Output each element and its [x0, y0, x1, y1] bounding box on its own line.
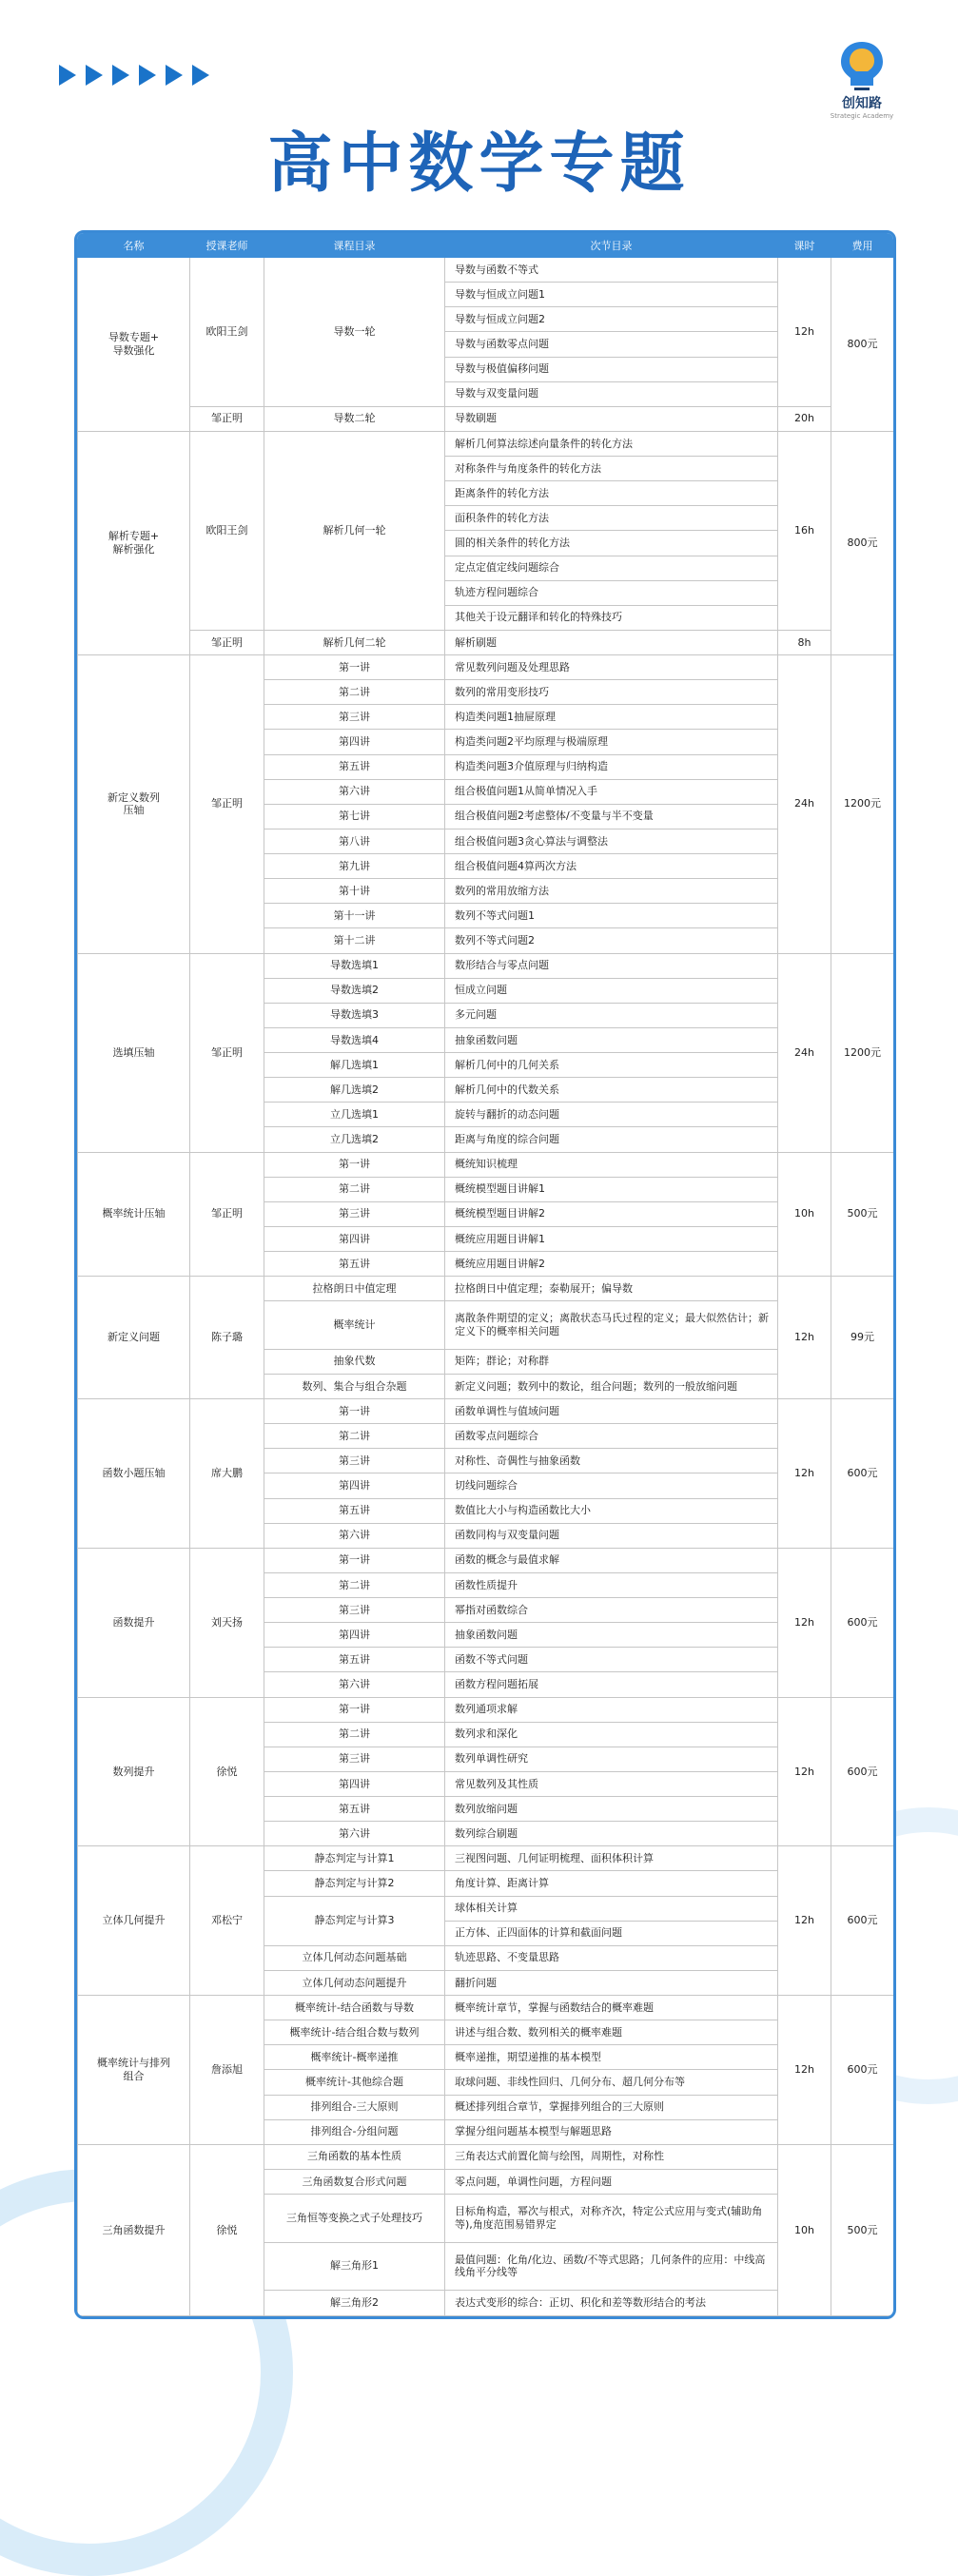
- section-name: 对称性、奇偶性与抽象函数: [445, 1449, 778, 1473]
- course-fee: 600元: [831, 1548, 894, 1697]
- course-name: 概率统计: [264, 1301, 445, 1350]
- course-hours: 12h: [778, 258, 831, 407]
- teacher-name: 欧阳王剑: [190, 431, 264, 630]
- section-name: 函数零点问题综合: [445, 1424, 778, 1449]
- course-name: 第一讲: [264, 1399, 445, 1424]
- course-group-name: 新定义数列 压轴: [78, 655, 190, 954]
- course-name: 第六讲: [264, 1523, 445, 1548]
- course-name: 概率统计-结合函数与导数: [264, 1996, 445, 2020]
- section-name: 函数性质提升: [445, 1572, 778, 1597]
- section-name: 数值比大小与构造函数比大小: [445, 1498, 778, 1523]
- table-row: [78, 1152, 894, 1177]
- section-name: 角度计算、距离计算: [445, 1871, 778, 1896]
- course-name: 第六讲: [264, 1672, 445, 1697]
- section-name: 圆的相关条件的转化方法: [445, 531, 778, 556]
- arrow-icon: [112, 65, 129, 86]
- course-name: 静态判定与计算2: [264, 1871, 445, 1896]
- course-name: 第一讲: [264, 655, 445, 680]
- course-name: 第二讲: [264, 680, 445, 705]
- header-course: 课程目录: [264, 234, 445, 258]
- course-name: 三角函数的基本性质: [264, 2144, 445, 2169]
- course-name: 第十一讲: [264, 904, 445, 928]
- course-hours: 12h: [778, 1399, 831, 1549]
- teacher-name: 徐悦: [190, 2144, 264, 2315]
- course-name: 概率统计-结合组合数与数列: [264, 2020, 445, 2045]
- section-name: 数形结合与零点问题: [445, 953, 778, 978]
- section-name: 距离与角度的综合问题: [445, 1127, 778, 1152]
- section-name: 解析几何中的代数关系: [445, 1078, 778, 1103]
- course-name: 第五讲: [264, 1252, 445, 1277]
- section-name: 最值问题：化角/化边、函数/不等式思路；几何条件的应用：中线高线角平分线等: [445, 2242, 778, 2291]
- section-name: 构造类问题1抽屉原理: [445, 705, 778, 730]
- course-name: 解几选填2: [264, 1078, 445, 1103]
- section-name: 概述排列组合章节，掌握排列组合的三大原则: [445, 2095, 778, 2119]
- course-group-name: 选填压轴: [78, 953, 190, 1152]
- course-name: 第四讲: [264, 1623, 445, 1648]
- course-hours: 24h: [778, 655, 831, 954]
- section-name: 导数与函数不等式: [445, 258, 778, 283]
- course-hours: 10h: [778, 1152, 831, 1277]
- section-name: 数列不等式问题1: [445, 904, 778, 928]
- course-name: 第二讲: [264, 1572, 445, 1597]
- section-name: 掌握分组问题基本模型与解题思路: [445, 2119, 778, 2144]
- course-name: 解析几何一轮: [264, 431, 445, 630]
- section-name: 旋转与翻折的动态问题: [445, 1103, 778, 1127]
- course-hours: 12h: [778, 1846, 831, 1996]
- section-name: 概统应用题目讲解2: [445, 1252, 778, 1277]
- course-name: 第二讲: [264, 1424, 445, 1449]
- course-hours: 12h: [778, 1548, 831, 1697]
- course-name: 解几选填1: [264, 1053, 445, 1078]
- section-name: 组合极值问题3贪心算法与调整法: [445, 829, 778, 853]
- course-name: 第三讲: [264, 705, 445, 730]
- table-row: [78, 953, 894, 978]
- section-name: 定点定值定线问题综合: [445, 556, 778, 580]
- course-name: 解析几何二轮: [264, 630, 445, 654]
- course-group-name: 导数专题+ 导数强化: [78, 258, 190, 432]
- course-name: 概率统计-其他综合题: [264, 2070, 445, 2095]
- section-name: 解析几何算法综述向量条件的转化方法: [445, 431, 778, 456]
- course-group-name: 概率统计与排列 组合: [78, 1996, 190, 2145]
- section-name: 数列的常用变形技巧: [445, 680, 778, 705]
- course-name: 第一讲: [264, 1697, 445, 1722]
- teacher-name: 邹正明: [190, 953, 264, 1152]
- course-name: 第十讲: [264, 879, 445, 904]
- course-fee: 500元: [831, 2144, 894, 2315]
- section-name: 零点问题，单调性问题，方程问题: [445, 2169, 778, 2194]
- course-name: 第五讲: [264, 1648, 445, 1672]
- header-hours: 课时: [778, 234, 831, 258]
- section-name: 抽象函数问题: [445, 1027, 778, 1052]
- section-name: 构造类问题3介值原理与归纳构造: [445, 754, 778, 779]
- section-name: 距离条件的转化方法: [445, 481, 778, 506]
- arrow-decoration: [59, 65, 209, 86]
- course-fee: 500元: [831, 1152, 894, 1277]
- arrow-icon: [192, 65, 209, 86]
- section-name: 数列通项求解: [445, 1697, 778, 1722]
- section-name: 多元问题: [445, 1003, 778, 1027]
- section-name: 组合极值问题1从简单情况入手: [445, 779, 778, 804]
- section-name: 函数方程问题拓展: [445, 1672, 778, 1697]
- course-fee: 800元: [831, 431, 894, 654]
- course-name: 第七讲: [264, 804, 445, 829]
- course-name: 立体几何动态问题基础: [264, 1945, 445, 1970]
- course-hours: 24h: [778, 953, 831, 1152]
- course-name: 第一讲: [264, 1548, 445, 1572]
- section-name: 拉格朗日中值定理；泰勒展开；偏导数: [445, 1277, 778, 1301]
- course-name: 第一讲: [264, 1152, 445, 1177]
- course-group-name: 数列提升: [78, 1697, 190, 1846]
- section-name: 组合极值问题2考虑整体/不变量与半不变量: [445, 804, 778, 829]
- course-name: 导数一轮: [264, 258, 445, 407]
- course-name: 解三角形1: [264, 2242, 445, 2291]
- section-name: 三视图问题、几何证明梳理、面积体积计算: [445, 1846, 778, 1871]
- table-row: [78, 1846, 894, 1871]
- page-title: 高中数学专题: [267, 127, 691, 202]
- section-name: 目标角构造，幂次与根式，对称齐次，特定公式应用与变式(辅助角等),角度范围易错界定: [445, 2195, 778, 2243]
- section-name: 函数单调性与值域问题: [445, 1399, 778, 1424]
- course-name: 第三讲: [264, 1449, 445, 1473]
- section-name: 抽象函数问题: [445, 1623, 778, 1648]
- course-name: 抽象代数: [264, 1349, 445, 1374]
- lightbulb-brain-icon: [835, 38, 889, 91]
- table-body: [78, 258, 894, 2316]
- table-row: [78, 258, 894, 283]
- course-fee: 600元: [831, 1846, 894, 1996]
- course-name: 第三讲: [264, 1598, 445, 1623]
- course-name: 数列、集合与组合杂题: [264, 1374, 445, 1398]
- section-name: 矩阵；群论；对称群: [445, 1349, 778, 1374]
- course-name: 静态判定与计算1: [264, 1846, 445, 1871]
- arrow-icon: [139, 65, 156, 86]
- section-name: 表达式变形的综合：正切、积化和差等数形结合的考法: [445, 2291, 778, 2316]
- section-name: 导数刷题: [445, 406, 778, 431]
- course-name: 静态判定与计算3: [264, 1896, 445, 1945]
- course-name: 第四讲: [264, 1771, 445, 1796]
- course-name: 三角函数复合形式问题: [264, 2169, 445, 2194]
- section-name: 导数与恒成立问题2: [445, 307, 778, 332]
- course-hours: 20h: [778, 406, 831, 431]
- course-group-name: 概率统计压轴: [78, 1152, 190, 1277]
- section-name: 切线问题综合: [445, 1473, 778, 1498]
- header-section: 次节目录: [445, 234, 778, 258]
- course-name: 导数二轮: [264, 406, 445, 431]
- brand-logo: [824, 38, 900, 120]
- section-name: 面积条件的转化方法: [445, 506, 778, 531]
- course-hours: 10h: [778, 2144, 831, 2315]
- table-row: [78, 406, 894, 431]
- course-name: 第三讲: [264, 1201, 445, 1226]
- table-row: [78, 1277, 894, 1301]
- arrow-icon: [59, 65, 76, 86]
- course-name: 导数选填4: [264, 1027, 445, 1052]
- section-name: 幂指对函数综合: [445, 1598, 778, 1623]
- section-name: 概率统计章节，掌握与函数结合的概率难题: [445, 1996, 778, 2020]
- course-group-name: 三角函数提升: [78, 2144, 190, 2315]
- logo-subtitle: Strategic Academy: [830, 112, 894, 120]
- course-name: 排列组合-分组问题: [264, 2119, 445, 2144]
- course-hours: 12h: [778, 1277, 831, 1399]
- section-name: 数列综合刷题: [445, 1822, 778, 1846]
- section-name: 数列单调性研究: [445, 1747, 778, 1771]
- teacher-name: 邹正明: [190, 406, 264, 431]
- course-name: 拉格朗日中值定理: [264, 1277, 445, 1301]
- section-name: 导数与极值偏移问题: [445, 357, 778, 381]
- teacher-name: 邹正明: [190, 630, 264, 654]
- section-name: 概统模型题目讲解2: [445, 1201, 778, 1226]
- course-group-name: 函数提升: [78, 1548, 190, 1697]
- table-row: [78, 655, 894, 680]
- course-hours: 8h: [778, 630, 831, 654]
- section-name: 概统应用题目讲解1: [445, 1226, 778, 1251]
- course-name: 第八讲: [264, 829, 445, 853]
- course-name: 第六讲: [264, 1822, 445, 1846]
- teacher-name: 詹添旭: [190, 1996, 264, 2145]
- course-name: 第十二讲: [264, 928, 445, 953]
- section-name: 解析刷题: [445, 630, 778, 654]
- section-name: 讲述与组合数、数列相关的概率难题: [445, 2020, 778, 2045]
- section-name: 概统知识梳理: [445, 1152, 778, 1177]
- section-name: 球体相关计算: [445, 1896, 778, 1921]
- section-name: 导数与恒成立问题1: [445, 283, 778, 307]
- course-name: 导数选填1: [264, 953, 445, 978]
- section-name: 常见数列及其性质: [445, 1771, 778, 1796]
- section-name: 函数不等式问题: [445, 1648, 778, 1672]
- table-row: [78, 431, 894, 456]
- course-name: 立几选填2: [264, 1127, 445, 1152]
- course-group-name: 立体几何提升: [78, 1846, 190, 1996]
- course-hours: 16h: [778, 431, 831, 630]
- section-name: 数列求和深化: [445, 1722, 778, 1747]
- course-fee: 99元: [831, 1277, 894, 1399]
- table-row: [78, 2144, 894, 2169]
- teacher-name: 陈子璐: [190, 1277, 264, 1399]
- course-name: 立几选填1: [264, 1103, 445, 1127]
- section-name: 函数同构与双变量问题: [445, 1523, 778, 1548]
- course-fee: 600元: [831, 1697, 894, 1846]
- course-name: 第四讲: [264, 1473, 445, 1498]
- course-table: [74, 230, 896, 2319]
- section-name: 轨迹方程问题综合: [445, 580, 778, 605]
- section-name: 构造类问题2平均原理与极端原理: [445, 730, 778, 754]
- arrow-icon: [86, 65, 103, 86]
- course-name: 第九讲: [264, 854, 445, 879]
- section-name: 数列不等式问题2: [445, 928, 778, 953]
- table-row: [78, 1996, 894, 2020]
- course-name: 导数选填3: [264, 1003, 445, 1027]
- course-name: 第五讲: [264, 1498, 445, 1523]
- course-name: 第四讲: [264, 730, 445, 754]
- course-hours: 12h: [778, 1697, 831, 1846]
- course-name: 导数选填2: [264, 978, 445, 1003]
- section-name: 概率递推，期望递推的基本模型: [445, 2045, 778, 2070]
- section-name: 对称条件与角度条件的转化方法: [445, 457, 778, 481]
- course-name: 第三讲: [264, 1747, 445, 1771]
- course-name: 概率统计-概率递推: [264, 2045, 445, 2070]
- section-name: 离散条件期望的定义；离散状态马氏过程的定义；最大似然估计；新定义下的概率相关问题: [445, 1301, 778, 1350]
- logo-name: 创知路: [842, 96, 882, 111]
- teacher-name: 徐悦: [190, 1697, 264, 1846]
- section-name: 导数与函数零点问题: [445, 332, 778, 357]
- section-name: 其他关于设元翻译和转化的特殊技巧: [445, 605, 778, 630]
- course-fee: 600元: [831, 1996, 894, 2145]
- course-name: 第五讲: [264, 1797, 445, 1822]
- header-teacher: 授课老师: [190, 234, 264, 258]
- section-name: 取球问题、非线性回归、几何分布、超几何分布等: [445, 2070, 778, 2095]
- course-name: 第二讲: [264, 1722, 445, 1747]
- course-hours: 12h: [778, 1996, 831, 2145]
- teacher-name: 邓松宁: [190, 1846, 264, 1996]
- section-name: 三角表达式前置化简与绘图，周期性，对称性: [445, 2144, 778, 2169]
- course-fee: 1200元: [831, 953, 894, 1152]
- section-name: 翻折问题: [445, 1970, 778, 1995]
- course-fee: 1200元: [831, 655, 894, 954]
- course-group-name: 解析专题+ 解析强化: [78, 431, 190, 654]
- section-name: 数列放缩问题: [445, 1797, 778, 1822]
- arrow-icon: [166, 65, 183, 86]
- section-name: 导数与双变量问题: [445, 381, 778, 406]
- section-name: 解析几何中的几何关系: [445, 1053, 778, 1078]
- teacher-name: 席大鹏: [190, 1399, 264, 1549]
- course-fee: 600元: [831, 1399, 894, 1549]
- teacher-name: 欧阳王剑: [190, 258, 264, 407]
- teacher-name: 邹正明: [190, 655, 264, 954]
- course-name: 第五讲: [264, 754, 445, 779]
- section-name: 组合极值问题4算两次方法: [445, 854, 778, 879]
- course-group-name: 函数小题压轴: [78, 1399, 190, 1549]
- table-row: [78, 1697, 894, 1722]
- section-name: 轨迹思路、不变量思路: [445, 1945, 778, 1970]
- course-name: 解三角形2: [264, 2291, 445, 2316]
- teacher-name: 邹正明: [190, 1152, 264, 1277]
- header-name: 名称: [78, 234, 190, 258]
- course-name: 排列组合-三大原则: [264, 2095, 445, 2119]
- table-header-row: [78, 234, 894, 258]
- table-row: [78, 1399, 894, 1424]
- course-group-name: 新定义问题: [78, 1277, 190, 1399]
- course-name: 第六讲: [264, 779, 445, 804]
- course-name: 第二讲: [264, 1177, 445, 1201]
- section-name: 新定义问题；数列中的数论，组合问题；数列的一般放缩问题: [445, 1374, 778, 1398]
- section-name: 常见数列问题及处理思路: [445, 655, 778, 680]
- section-name: 函数的概念与最值求解: [445, 1548, 778, 1572]
- table-row: [78, 1548, 894, 1572]
- section-name: 恒成立问题: [445, 978, 778, 1003]
- teacher-name: 刘天扬: [190, 1548, 264, 1697]
- section-name: 正方体、正四面体的计算和截面问题: [445, 1921, 778, 1945]
- section-name: 数列的常用放缩方法: [445, 879, 778, 904]
- course-name: 第四讲: [264, 1226, 445, 1251]
- table-row: [78, 630, 894, 654]
- header-fee: 费用: [831, 234, 894, 258]
- course-name: 三角恒等变换之式子处理技巧: [264, 2195, 445, 2243]
- section-name: 概统模型题目讲解1: [445, 1177, 778, 1201]
- course-fee: 800元: [831, 258, 894, 432]
- course-name: 立体几何动态问题提升: [264, 1970, 445, 1995]
